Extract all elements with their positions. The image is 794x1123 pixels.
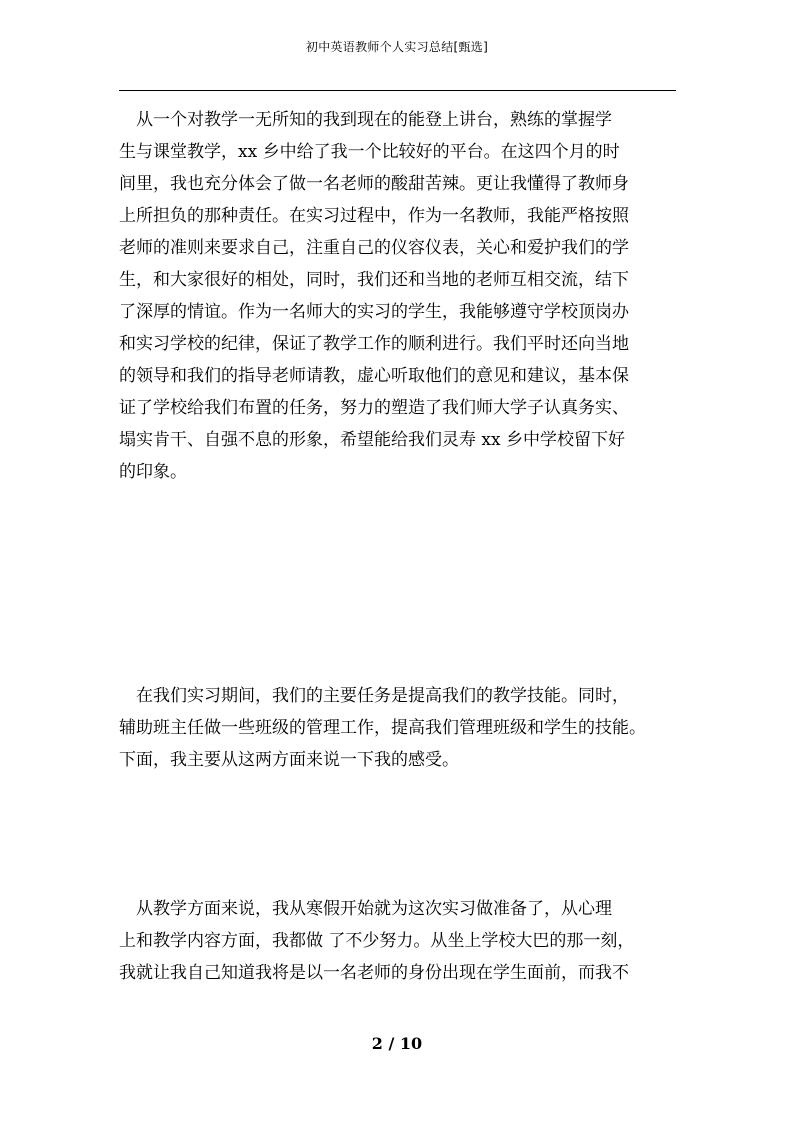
- text-line: 和实习学校的纪律，保证了教学工作的顺利进行。我们平时还向当地: [119, 334, 629, 354]
- text-line: 塌实肯干、自强不息的形象，希望能给我们灵寿 xx 乡中学校留下好: [119, 430, 625, 450]
- text-line: 从教学方面来说，我从寒假开始就为这次实习做准备了，从心理: [119, 899, 612, 919]
- text-line: 下面，我主要从这两方面来说一下我的感受。: [119, 750, 459, 770]
- document-body-2: [119, 680, 679, 776]
- header-divider: [119, 90, 676, 91]
- text-line: 的印象。: [119, 462, 187, 482]
- page-number: 2 / 10: [371, 1034, 423, 1053]
- text-line: 证了学校给我们布置的任务，努力的塑造了我们师大学子认真务实、: [119, 398, 629, 418]
- document-body: [119, 104, 679, 488]
- text-line: 我就让我自己知道我将是以一名老师的身份出现在学生面前，而我不: [119, 963, 629, 983]
- text-line: 老师的准则来要求自己，注重自己的仪容仪表，关心和爱护我们的学: [119, 238, 629, 258]
- text-line: 辅助班主任做一些班级的管理工作，提高我们管理班级和学生的技能。: [119, 718, 646, 738]
- text-line: 的领导和我们的指导老师请教，虚心听取他们的意见和建议，基本保: [119, 366, 629, 386]
- text-line: 了深厚的情谊。作为一名师大的实习的学生，我能够遵守学校顶岗办: [119, 302, 629, 322]
- text-line: 上和教学内容方面，我都做 了不少努力。从坐上学校大巴的那一刻，: [119, 931, 635, 951]
- text-line: 在我们实习期间，我们的主要任务是提高我们的教学技能。同时，: [119, 686, 629, 706]
- text-line: 生，和大家很好的相处，同时，我们还和当地的老师互相交流，结下: [119, 270, 629, 290]
- page-header-title: 初中英语教师个人实习总结[甄选]: [305, 40, 489, 54]
- text-line: 间里，我也充分体会了做一名老师的酸甜苦辣。更让我懂得了教师身: [119, 174, 629, 194]
- paragraph-1: [119, 104, 679, 488]
- document-body-3: [119, 893, 679, 989]
- paragraph-2: [119, 680, 679, 776]
- paragraph-3: [119, 893, 679, 989]
- text-line: 上所担负的那种责任。在实习过程中，作为一名教师，我能严格按照: [119, 206, 629, 226]
- text-line: 生与课堂教学，xx 乡中给了我一个比较好的平台。在这四个月的时: [119, 142, 620, 162]
- text-line: 从一个对教学一无所知的我到现在的能登上讲台，熟练的掌握学: [119, 110, 612, 130]
